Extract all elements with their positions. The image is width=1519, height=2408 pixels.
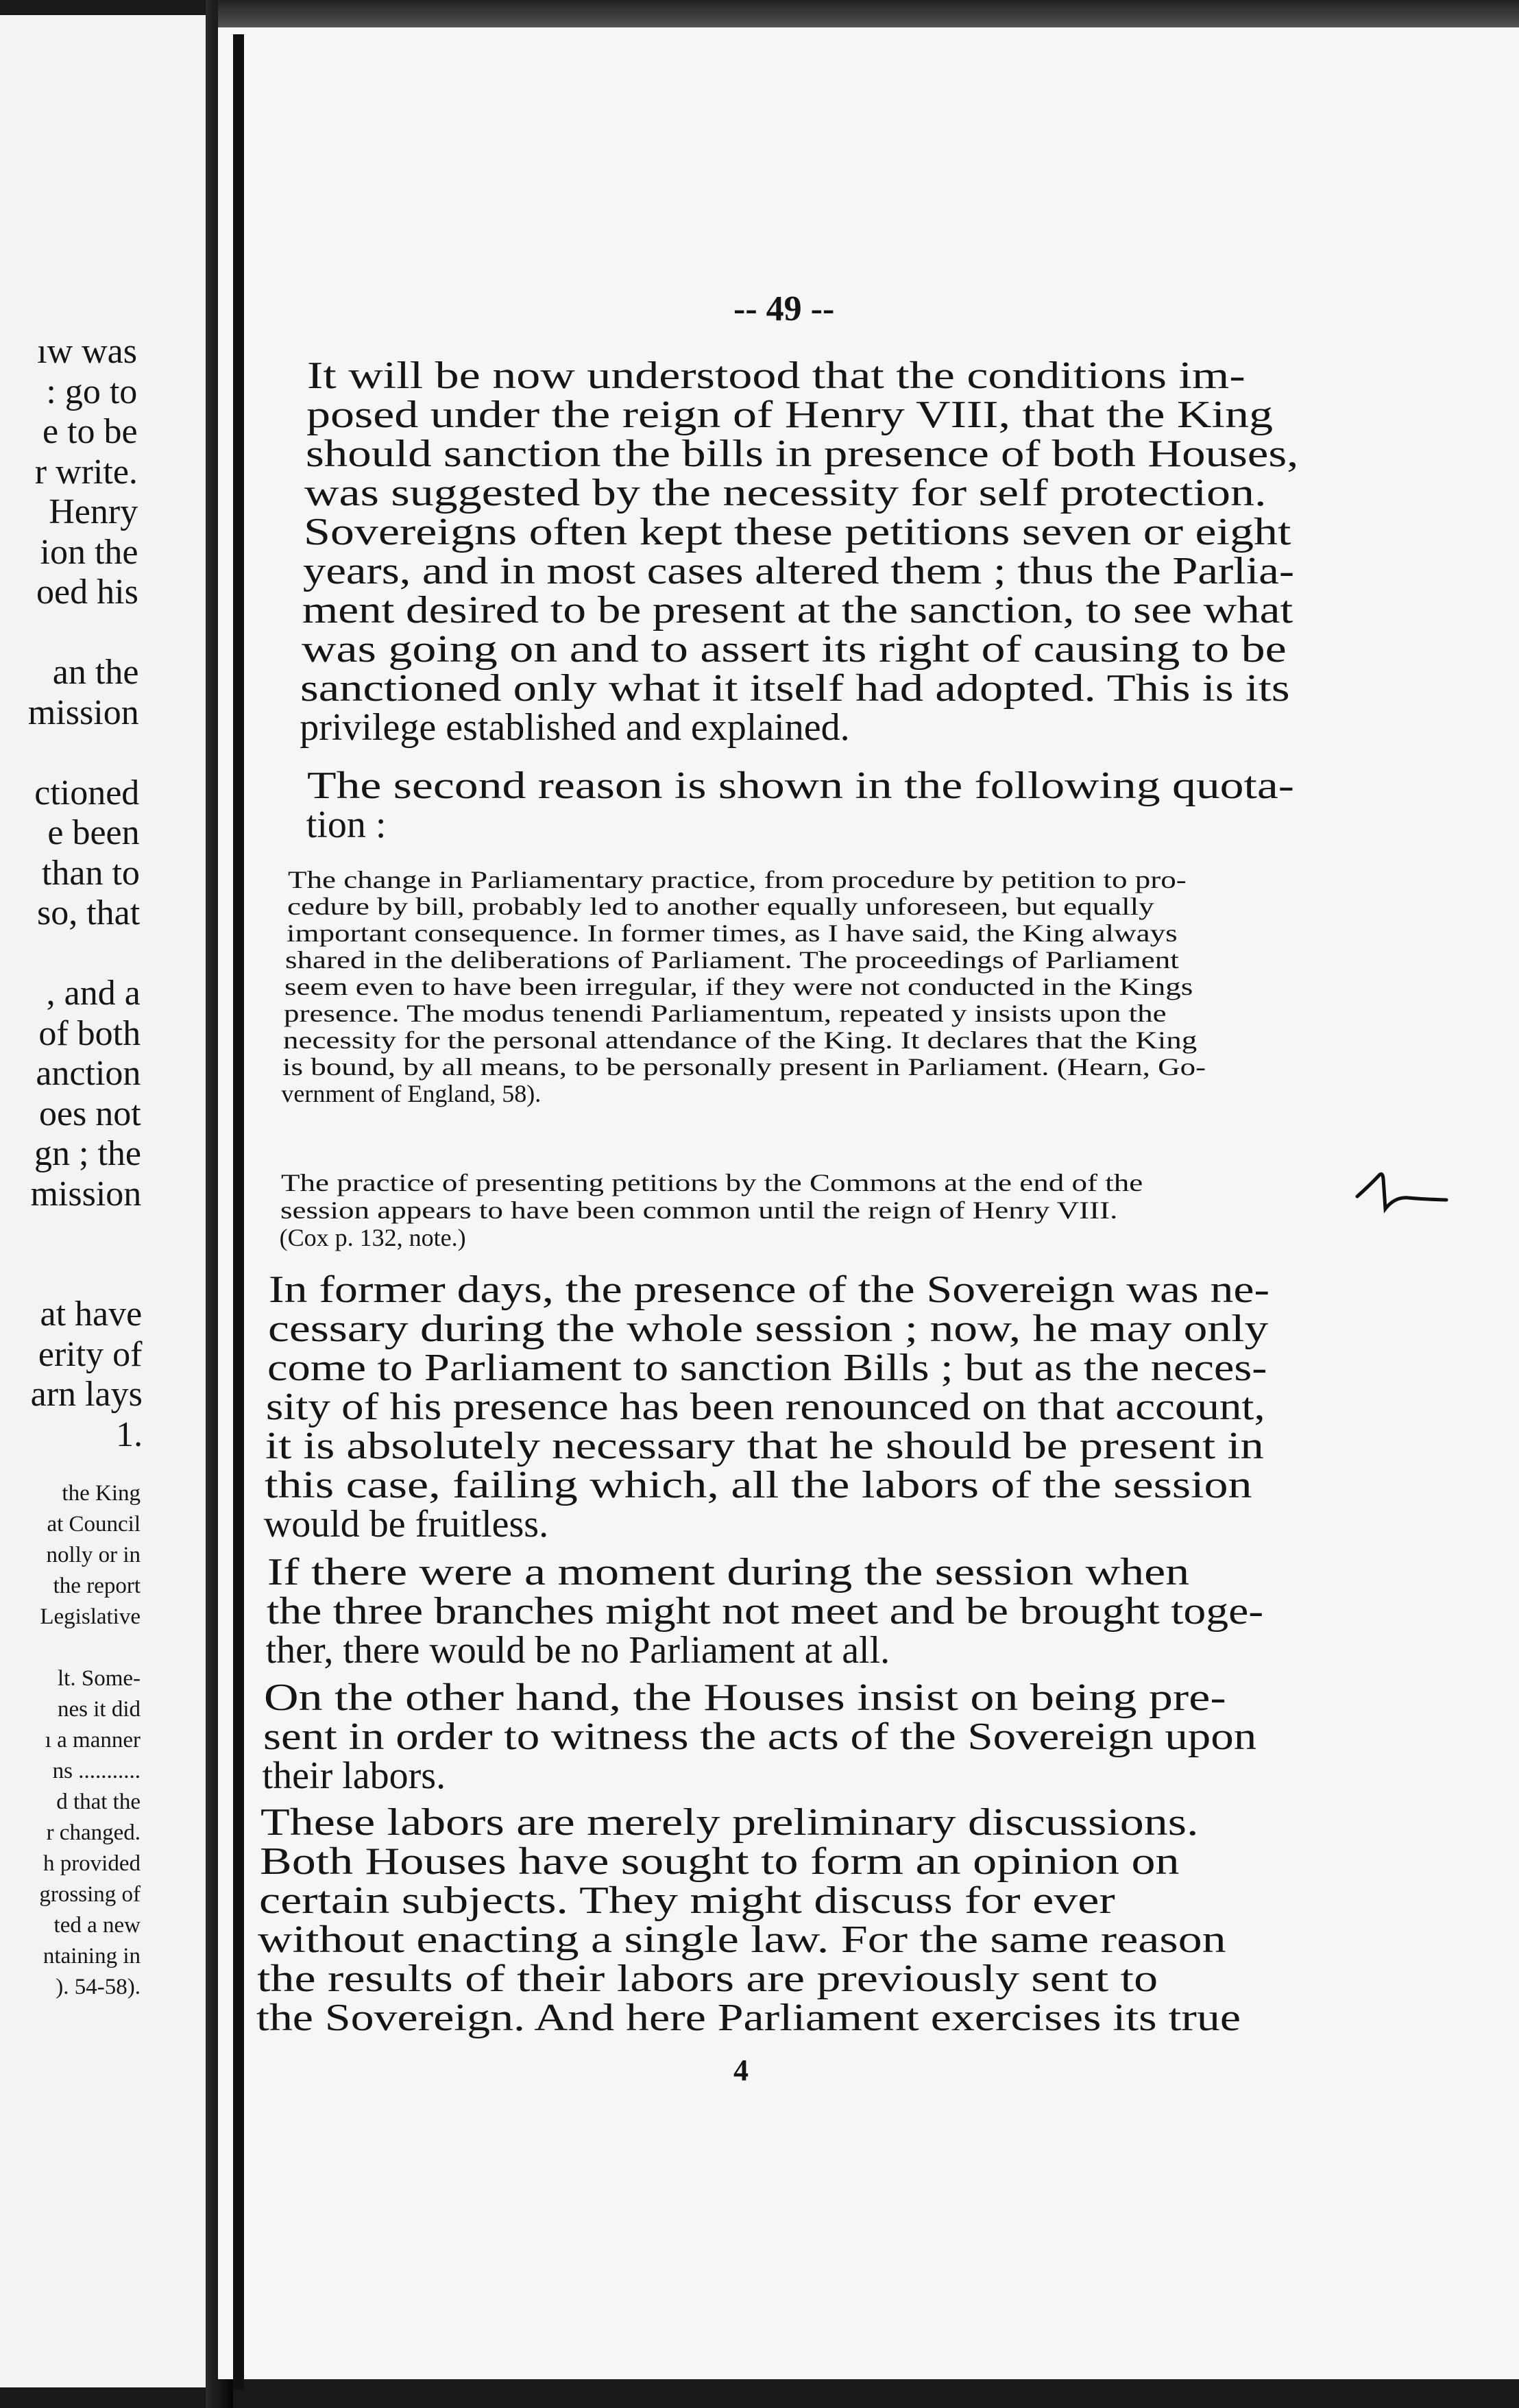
text-line: privilege established and explained. [300,706,850,749]
text-line: their labors. [262,1755,446,1797]
page-number: -- 49 -- [733,289,835,328]
text-line: vernment of England, 58). [281,1080,542,1107]
left-text-line: anction [36,1054,141,1093]
text-line: would be fruitless. [263,1503,549,1545]
left-footnote-line: nolly or in [46,1543,141,1567]
text-line: posed under the reign of Henry VIII, that the King [306,394,1273,436]
text-line: ment desired to be present at the sanction, to see what [302,589,1293,631]
text-line: shared in the deliberations of Parliament. The proceedings of Parliament [285,946,1180,974]
text-line: sent in order to witness the acts of the Sovereign upon [263,1715,1256,1758]
text-line: (Cox p. 132, note.) [279,1224,466,1251]
text-line: ther, there would be no Parliament at all. [265,1629,890,1672]
text-line: sity of his presence has been renounced on that account, [266,1386,1266,1428]
text-line: cessary during the whole session ; now, he may only [267,1308,1269,1350]
signature-mark: 4 [733,2054,749,2087]
left-footnote-line: r changed. [46,1820,141,1845]
text-line: the results of their labors are previously sent to [257,1958,1158,2000]
left-footnote-line: Legislative [40,1604,141,1629]
left-footnote-line: h provided [42,1851,141,1876]
text-line: The change in Parliamentary practice, from procedure by petition to pro- [288,866,1187,893]
left-page-fragment [0,15,206,2387]
left-text-line: Henry [49,492,138,531]
text-line: If there were a moment during the session when [267,1551,1190,1593]
text-line: cedure by bill, probably led to another equally unforeseen, but equally [287,893,1154,920]
left-text-line: oed his [36,573,138,612]
left-text-line: so, that [36,893,141,932]
left-footnote-line: the report [53,1574,141,1598]
left-footnote-line: d that the [56,1790,141,1814]
text-line: The second reason is shown in the following quota- [307,764,1295,807]
left-text-line: at have [40,1295,143,1334]
text-line: sanctioned only what it itself had adopted. This is its [300,667,1290,710]
left-text-line: e been [47,813,140,852]
text-line: was suggested by the necessity for self protection. [304,472,1267,514]
text-line: the Sovereign. And here Parliament exercises its true [256,1997,1241,2039]
left-text-line: arn lays [30,1375,143,1414]
text-line: presence. The modus tenendi Parliamentum, repeated y insists upon the [284,1000,1167,1027]
text-line: In former days, the presence of the Sovereign was ne- [269,1268,1270,1311]
left-text-line: 1. [116,1414,143,1454]
left-footnote-line: ). 54-58). [56,1975,141,1999]
text-line: necessity for the personal attendance of the King. It declares that the King [282,1026,1198,1054]
left-footnote-line: ted a new [53,1913,141,1938]
page-left-edge-rule [233,34,244,2389]
left-footnote-line: lt. Some- [58,1666,141,1691]
left-text-line: erity of [38,1334,143,1374]
left-footnote-line: ns ........... [52,1759,141,1783]
left-footnote-line: ntaining in [42,1944,141,1968]
text-line: seem even to have been irregular, if they were not conducted in the Kings [284,973,1193,1000]
text-line: It will be now understood that the conditions im- [307,354,1245,397]
text-line: the three branches might not meet and be brought toge- [266,1590,1263,1633]
text-line: without enacting a single law. For the same reason [258,1918,1226,1961]
left-text-line: gn ; the [34,1134,141,1173]
text-line: certain subjects. They might discuss for ever [258,1879,1115,1922]
left-text-line: mission [27,693,139,732]
left-footnote-line: grossing of [39,1882,141,1907]
left-text-line: : go to [46,372,138,411]
left-text-line: r write. [34,452,138,492]
text-line: Both Houses have sought to form an opinion on [259,1840,1180,1883]
left-text-line: e to be [42,412,138,451]
left-text-line: of both [38,1013,141,1053]
text-line: important consequence. In former times, as I have said, the King always [286,919,1178,947]
left-text-line: oes not [38,1094,141,1133]
text-line: it is absolutely necessary that he should be present in [265,1425,1264,1467]
text-line: These labors are merely preliminary discussions. [260,1801,1199,1844]
text-line: come to Parliament to sanction Bills ; but as the neces- [267,1347,1267,1389]
text-line: On the other hand, the Houses insist on being pre- [264,1676,1226,1719]
left-text-line: ıw was [37,332,137,371]
left-footnote-line: nes it did [58,1697,141,1722]
text-line: was going on and to assert its right of causing to be [301,628,1287,671]
left-text-line: , and a [46,974,141,1013]
left-text-line: mission [30,1174,142,1214]
text-line: should sanction the bills in presence of both Houses, [305,433,1299,475]
text-line: tion : [306,804,387,846]
left-text-line: ion the [40,532,138,572]
left-text-line: ctioned [34,773,140,812]
left-footnote-line: ı a manner [45,1728,141,1753]
left-footnote-line: at Council [47,1512,141,1537]
text-line: this case, failing which, all the labors of the session [265,1464,1252,1506]
left-text-line: an the [52,653,139,692]
text-line: years, and in most cases altered them ; thus the Parlia- [303,550,1295,592]
left-text-line: than to [41,853,140,893]
text-line: is bound, by all means, to be personally present in Parliament. (Hearn, Go- [282,1053,1206,1081]
text-line: Sovereigns often kept these petitions seven or eight [304,511,1291,553]
text-line: session appears to have been common until the reign of Henry VIII. [280,1196,1118,1224]
left-footnote-line: the King [62,1481,141,1506]
handwritten-margin-mark [1354,1169,1450,1217]
text-line: The practice of presenting petitions by the Commons at the end of the [281,1169,1143,1196]
